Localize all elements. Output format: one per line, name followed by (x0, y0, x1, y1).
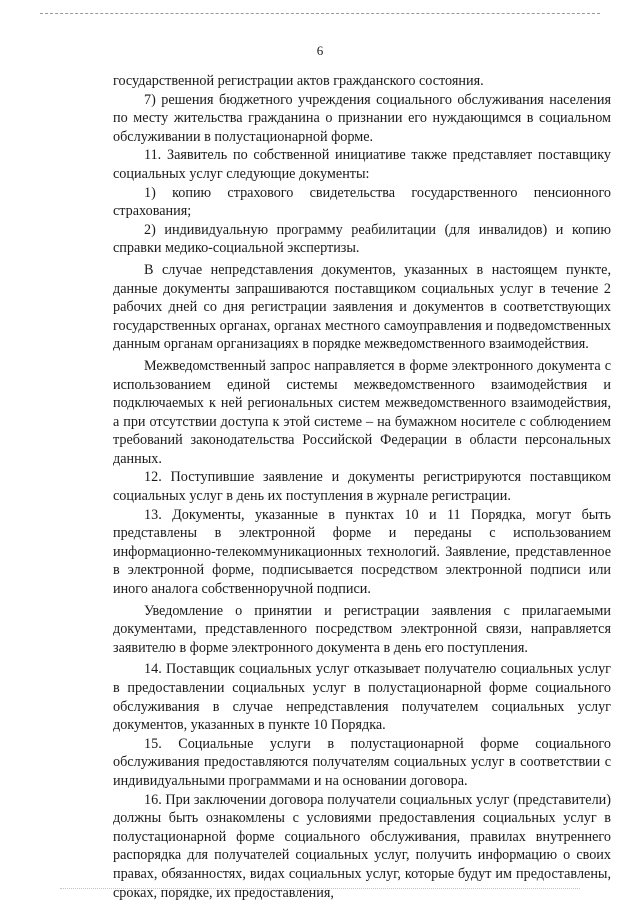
paragraph: 2) индивидуальную программу реабилитации (для инвалидов) и копию справки медико-социальной экспертизы. (113, 221, 611, 257)
paragraph: 11. Заявитель по собственной инициативе также представляет поставщику социальных услуг следующие документы: (113, 147, 611, 182)
paragraph: государственной регистрации актов гражданского состояния. (113, 73, 484, 89)
scan-top-edge (40, 13, 600, 14)
paragraph: В случае непредставления документов, указанных в настоящем пункте, данные документы запрашиваются поставщиком социальных услуг в течение 2 рабочих дней со дня регистрации заявления и документов в соответствующих государственных органах, органах местного самоуправления и подведомственных данным органам организациях в порядке межведомственного взаимодействия. (113, 261, 611, 353)
paragraph: 14. Поставщик социальных услуг отказывает получателю социальных услуг в предоставлении социальных услуг в полустационарной форме социального обслуживания в случае непредставления получателем социальных услуг документов, указанных в пункте 10 Порядка. (113, 661, 611, 734)
paragraph: Межведомственный запрос направляется в форме электронного документа с использованием единой системы межведомственного взаимодействия и подключаемых к ней региональных систем межведомственного взаимодействия, а при отсутствии доступа к этой системе – на бумажном носителе с соблюдением требований законодательства Российской Федерации в области персональных данных. (113, 357, 611, 467)
paragraph: 13. Документы, указанные в пунктах 10 и 11 Порядка, могут быть представлены в электронной форме и переданы с использованием информационно-телекоммуникационных технологий. Заявление, представленное в электронной форме, подписывается посредством электронной подписи или иного аналога собственноручной подписи. (113, 506, 611, 598)
paragraph: Уведомление о принятии и регистрации заявления с прилагаемыми документами, представленного посредством электронной связи, направляется заявителю в форме электронного документа в день его поступления. (113, 602, 611, 656)
paragraph: 7) решения бюджетного учреждения социального обслуживания населения по месту жительства гражданина о признании его нуждающимся в социальном обслуживании в полустационарной форме. (113, 91, 611, 145)
scan-bottom-edge (60, 888, 580, 889)
page-number: 6 (316, 43, 324, 58)
paragraph: 15. Социальные услуги в полустационарной форме социального обслуживания предоставляются получателям социальных услуг в соответствии с индивидуальными программами и на основании договора. (113, 735, 611, 789)
document-body (113, 72, 611, 902)
paragraph: 1) копию страхового свидетельства государственного пенсионного страхования; (113, 184, 611, 220)
paragraph: 12. Поступившие заявление и документы регистрируются поставщиком социальных услуг в день их поступления в журнале регистрации. (113, 469, 611, 505)
paragraph: 16. При заключении договора получатели социальных услуг (представители) должны быть ознакомлены с условиями предоставления социальных услуг в полустационарной форме социального обслуживания, правилах внутреннего распорядка для получателей социальных услуг, получить информацию о своих правах, обязанностях, видах социальных услуг, которые будут им предоставлены, сроках, порядке, их предоставления, (113, 791, 611, 901)
